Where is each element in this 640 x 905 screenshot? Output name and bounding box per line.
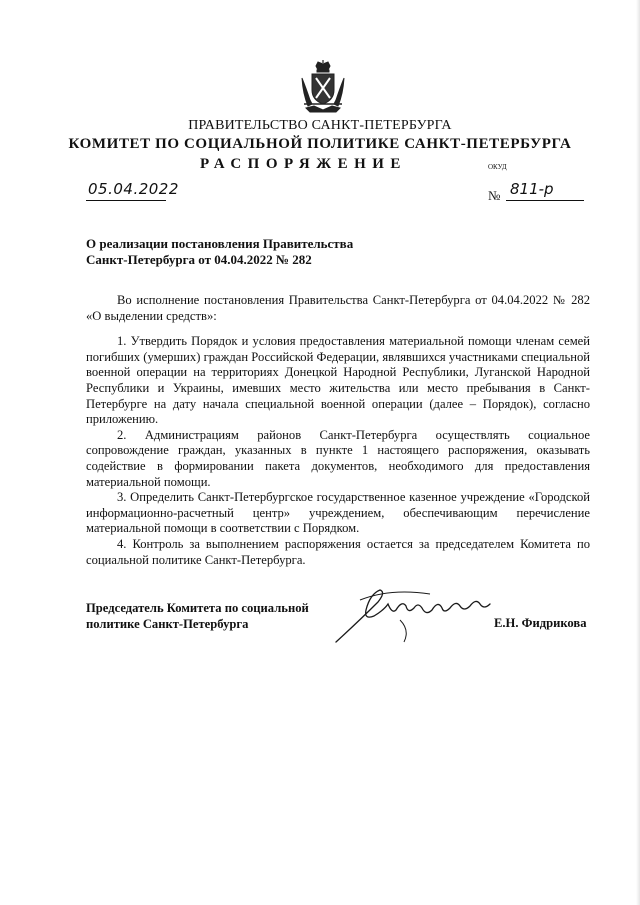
document-number: 811-р (510, 180, 554, 198)
document-date: 05.04.2022 (88, 180, 179, 198)
scan-edge (636, 0, 640, 905)
number-label: № (488, 188, 501, 203)
list-item: 1. Утвердить Порядок и условия предоставления материальной помощи членам семей погибших (умерших) граждан Российской Федерации, являвшихся участниками специальной военной операции на территориях Донецкой Народной Республики, Луганской Народной Республики и Украины, имевших место жительства или место пребывания в Санкт-Петербурге на дату начала специальной военной операции (далее – Порядок), согласно приложению. (86, 334, 590, 427)
committee-name: КОМИТЕТ ПО СОЦИАЛЬНОЙ ПОЛИТИКЕ САНКТ-ПЕТЕРБУРГА (68, 136, 572, 152)
government-name: ПРАВИТЕЛЬСТВО САНКТ-ПЕТЕРБУРГА (188, 118, 452, 133)
date-field (86, 180, 179, 201)
number-field (506, 180, 584, 201)
document-subject (86, 236, 386, 268)
okud-label: ОКУД (488, 163, 507, 171)
document-type: РАСПОРЯЖЕНИЕ (200, 156, 407, 172)
signer-position-line-2: политике Санкт-Петербурга (86, 617, 249, 631)
subject-line-2: Санкт-Петербурга от 04.04.2022 № 282 (86, 252, 312, 267)
subject-line-1: О реализации постановления Правительства (86, 236, 354, 251)
signer-name: Е.Н. Фидрикова (494, 616, 587, 630)
signer-position-line-1: Председатель Комитета по социальной (86, 601, 309, 615)
intro-paragraph: Во исполнение постановления Правительства Санкт-Петербурга от 04.04.2022 № 282 «О выделении средств»: (86, 293, 590, 323)
document-body (86, 293, 590, 568)
list-item: 2. Администрациям районов Санкт-Петербурга осуществлять социальное сопровождение граждан, указанных в пункте 1 настоящего распоряжения, оказывать содействие в формировании пакета документов, необходимого для предоставления материальной помощи. (86, 427, 590, 489)
signer-position (86, 600, 326, 632)
coat-of-arms-icon (300, 60, 346, 114)
list-item: 3. Определить Санкт-Петербургское государственное казенное учреждение «Городской информационно-расчетный центр» учреждением, обеспечивающим перечисление материальной помощи в соответствии с Порядком. (86, 490, 590, 536)
handwritten-signature (330, 580, 500, 650)
list-item: 4. Контроль за выполнением распоряжения остается за председателем Комитета по социальной политике Санкт-Петербурга. (86, 536, 590, 567)
